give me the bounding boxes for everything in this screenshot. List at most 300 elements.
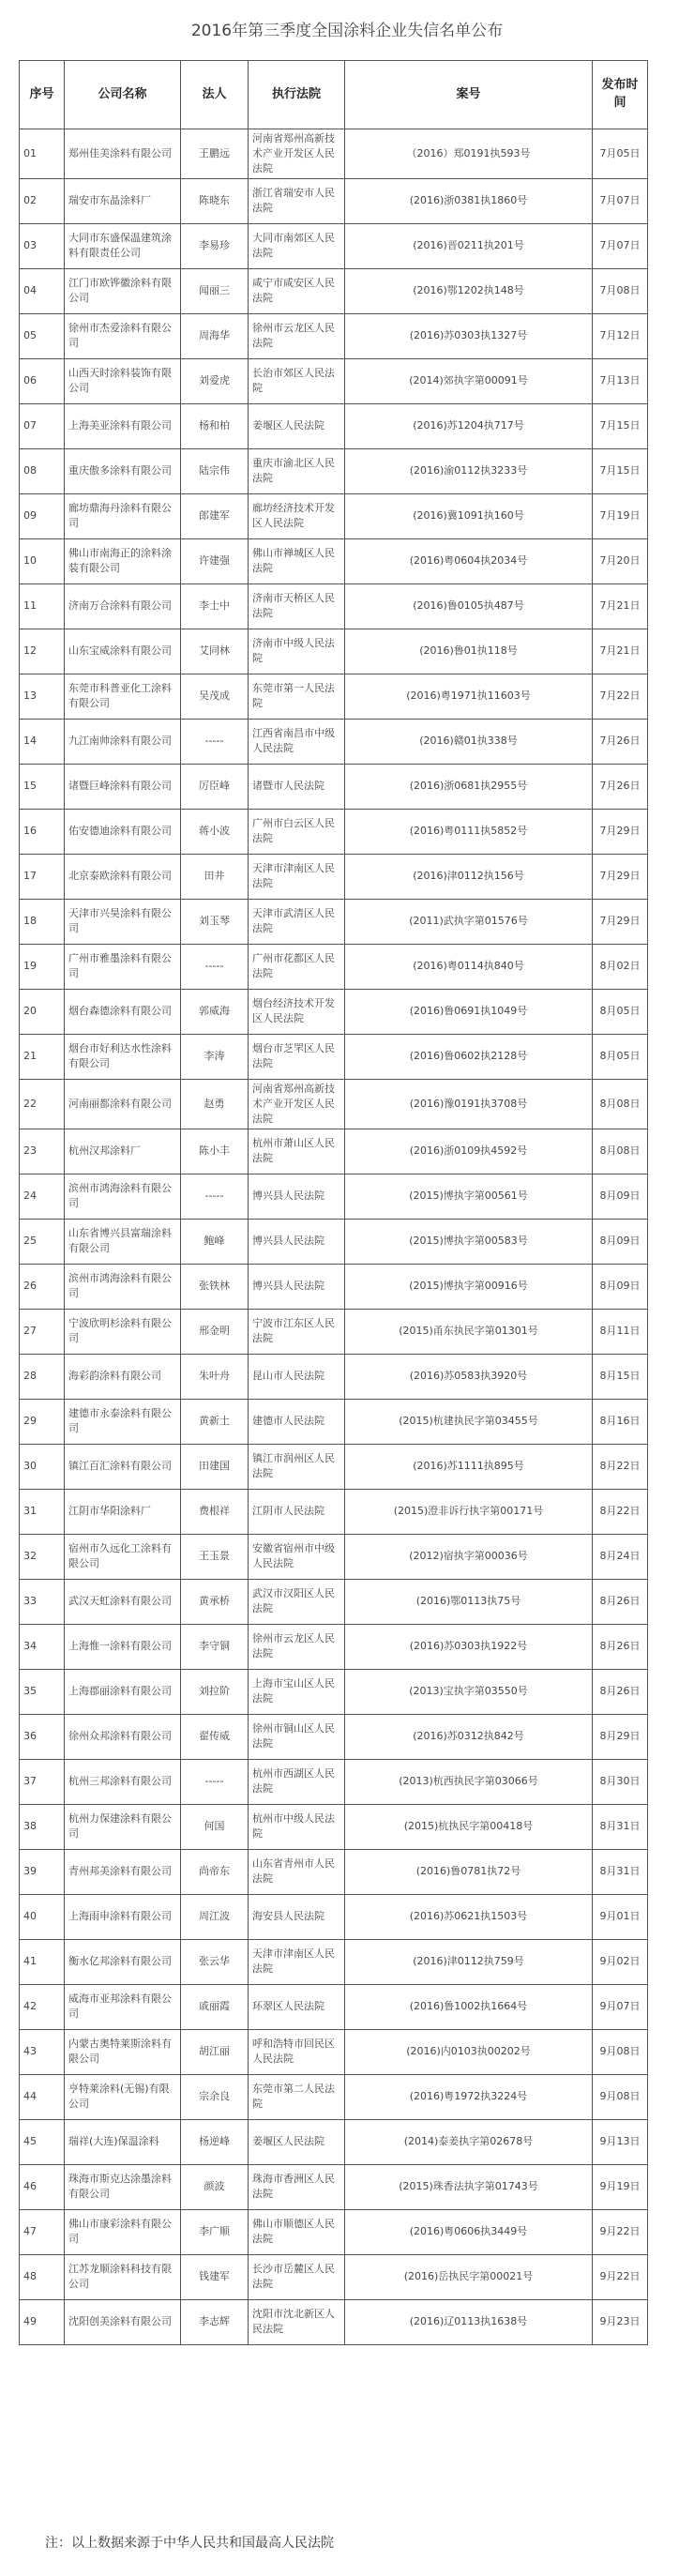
legal-person: ----- bbox=[181, 1759, 249, 1804]
row-number: 23 bbox=[20, 1129, 65, 1174]
row-number: 24 bbox=[20, 1174, 65, 1219]
case-number: (2015)珠香法执字第01743号 bbox=[345, 2164, 593, 2209]
legal-person: 钱建军 bbox=[181, 2254, 249, 2299]
case-number: (2016)津0112执156号 bbox=[345, 854, 593, 899]
executing-court: 宁波市江东区人民法院 bbox=[249, 1309, 345, 1354]
table-row bbox=[20, 629, 648, 674]
table-row bbox=[20, 223, 648, 268]
table-row bbox=[20, 1399, 648, 1444]
company-name: 山东宝威涂料有限公司 bbox=[65, 629, 181, 674]
row-number: 37 bbox=[20, 1759, 65, 1804]
company-name: 重庆傲多涂料有限公司 bbox=[65, 448, 181, 493]
table-row bbox=[20, 1984, 648, 2029]
company-name: 天津市兴昊涂料有限公司 bbox=[65, 899, 181, 944]
legal-person: 李守铜 bbox=[181, 1624, 249, 1669]
executing-court: 咸宁市咸安区人民法院 bbox=[249, 268, 345, 313]
publish-date: 7月29日 bbox=[593, 809, 648, 854]
table-row bbox=[20, 1489, 648, 1534]
publish-date: 8月29日 bbox=[593, 1714, 648, 1759]
table-row bbox=[20, 448, 648, 493]
publish-date: 7月29日 bbox=[593, 899, 648, 944]
legal-person: 蒋小波 bbox=[181, 809, 249, 854]
row-number: 48 bbox=[20, 2254, 65, 2299]
table-row bbox=[20, 2029, 648, 2074]
case-number: (2011)武执字第01576号 bbox=[345, 899, 593, 944]
row-number: 10 bbox=[20, 538, 65, 583]
table-row bbox=[20, 809, 648, 854]
company-name: 建德市永泰涂料有限公司 bbox=[65, 1399, 181, 1444]
company-name: 江阴市华阳涂料厂 bbox=[65, 1489, 181, 1534]
table-row bbox=[20, 1534, 648, 1579]
publish-date: 8月26日 bbox=[593, 1624, 648, 1669]
company-name: 上海美亚涂料有限公司 bbox=[65, 403, 181, 448]
table-row bbox=[20, 1309, 648, 1354]
row-number: 31 bbox=[20, 1489, 65, 1534]
row-number: 41 bbox=[20, 1939, 65, 1984]
company-name: 佑安德迪涂料有限公司 bbox=[65, 809, 181, 854]
publish-date: 8月24日 bbox=[593, 1534, 648, 1579]
publish-date: 8月02日 bbox=[593, 944, 648, 989]
company-name: 珠海市斯克达涂墨涂料有限公司 bbox=[65, 2164, 181, 2209]
case-number: (2013)杭西执民字第03066号 bbox=[345, 1759, 593, 1804]
executing-court: 建德市人民法院 bbox=[249, 1399, 345, 1444]
company-name: 亨特莱涂料(无锡)有限公司 bbox=[65, 2074, 181, 2119]
company-name: 济南万合涂料有限公司 bbox=[65, 583, 181, 629]
executing-court: 济南市天桥区人民法院 bbox=[249, 583, 345, 629]
executing-court: 海安县人民法院 bbox=[249, 1894, 345, 1939]
legal-person: 田建国 bbox=[181, 1444, 249, 1489]
case-number: (2015)博执字第00561号 bbox=[345, 1174, 593, 1219]
table-row bbox=[20, 1624, 648, 1669]
row-number: 05 bbox=[20, 313, 65, 358]
case-number: (2016)粤0114执840号 bbox=[345, 944, 593, 989]
legal-person: 鲍峰 bbox=[181, 1219, 249, 1264]
case-number: (2016)苏0303执1922号 bbox=[345, 1624, 593, 1669]
company-name: 山西天时涂料装饰有限公司 bbox=[65, 358, 181, 403]
table-row bbox=[20, 854, 648, 899]
legal-person: 刘爱虎 bbox=[181, 358, 249, 403]
publish-date: 7月20日 bbox=[593, 538, 648, 583]
publish-date: 7月07日 bbox=[593, 178, 648, 223]
header-company: 公司名称 bbox=[65, 61, 181, 129]
row-number: 44 bbox=[20, 2074, 65, 2119]
company-name: 徐州市杰爱涂料有限公司 bbox=[65, 313, 181, 358]
case-number: (2016)苏1111执895号 bbox=[345, 1444, 593, 1489]
table-row bbox=[20, 1579, 648, 1624]
table-row bbox=[20, 129, 648, 179]
publish-date: 9月22日 bbox=[593, 2254, 648, 2299]
case-number: (2016)冀1091执160号 bbox=[345, 493, 593, 538]
publish-date: 8月26日 bbox=[593, 1579, 648, 1624]
executing-court: 东莞市第二人民法院 bbox=[249, 2074, 345, 2119]
row-number: 03 bbox=[20, 223, 65, 268]
case-number: (2012)宿执字第00036号 bbox=[345, 1534, 593, 1579]
legal-person: 刘玉琴 bbox=[181, 899, 249, 944]
executing-court: 大同市南郊区人民法院 bbox=[249, 223, 345, 268]
table-row bbox=[20, 313, 648, 358]
row-number: 26 bbox=[20, 1264, 65, 1309]
publish-date: 8月30日 bbox=[593, 1759, 648, 1804]
table-row bbox=[20, 403, 648, 448]
table-row bbox=[20, 2164, 648, 2209]
row-number: 01 bbox=[20, 129, 65, 179]
table-row bbox=[20, 674, 648, 719]
publish-date: 7月26日 bbox=[593, 719, 648, 764]
publish-date: 9月01日 bbox=[593, 1894, 648, 1939]
case-number: (2016)鄂1202执148号 bbox=[345, 268, 593, 313]
case-number: (2016)粤0606执3449号 bbox=[345, 2209, 593, 2254]
publish-date: 7月13日 bbox=[593, 358, 648, 403]
company-name: 九江南帅涂料有限公司 bbox=[65, 719, 181, 764]
executing-court: 珠海市香洲区人民法院 bbox=[249, 2164, 345, 2209]
legal-person: 胡江丽 bbox=[181, 2029, 249, 2074]
executing-court: 天津市津南区人民法院 bbox=[249, 1939, 345, 1984]
publish-date: 8月09日 bbox=[593, 1264, 648, 1309]
header-seq: 序号 bbox=[20, 61, 65, 129]
row-number: 36 bbox=[20, 1714, 65, 1759]
legal-person: 艾同林 bbox=[181, 629, 249, 674]
case-number: (2016)豫0191执3708号 bbox=[345, 1079, 593, 1129]
publish-date: 8月08日 bbox=[593, 1079, 648, 1129]
case-number: (2016)鲁1002执1664号 bbox=[345, 1984, 593, 2029]
table-row bbox=[20, 1129, 648, 1174]
publish-date: 9月13日 bbox=[593, 2119, 648, 2164]
table-row bbox=[20, 2074, 648, 2119]
row-number: 14 bbox=[20, 719, 65, 764]
company-name: 山东省博兴县富瑞涂料有限公司 bbox=[65, 1219, 181, 1264]
executing-court: 长沙市岳麓区人民法院 bbox=[249, 2254, 345, 2299]
company-name: 江门市欧铧徽涂料有限公司 bbox=[65, 268, 181, 313]
case-number: (2016)粤1972执3224号 bbox=[345, 2074, 593, 2119]
legal-person: 黄承桥 bbox=[181, 1579, 249, 1624]
legal-person: 李士中 bbox=[181, 583, 249, 629]
legal-person: 黄新土 bbox=[181, 1399, 249, 1444]
publish-date: 8月31日 bbox=[593, 1849, 648, 1894]
executing-court: 沈阳市沈北新区人民法院 bbox=[249, 2299, 345, 2344]
table-row bbox=[20, 764, 648, 809]
table-body bbox=[20, 129, 648, 2345]
executing-court: 武汉市汉阳区人民法院 bbox=[249, 1579, 345, 1624]
legal-person: 陆宗伟 bbox=[181, 448, 249, 493]
row-number: 22 bbox=[20, 1079, 65, 1129]
company-name: 佛山市康彩涂料有限公司 bbox=[65, 2209, 181, 2254]
row-number: 02 bbox=[20, 178, 65, 223]
case-number: (2016)粤0604执2034号 bbox=[345, 538, 593, 583]
executing-court: 山东省青州市人民法院 bbox=[249, 1849, 345, 1894]
header-case: 案号 bbox=[345, 61, 593, 129]
legal-person: 费根祥 bbox=[181, 1489, 249, 1534]
legal-person: 陈晓东 bbox=[181, 178, 249, 223]
case-number: (2016)赣01执338号 bbox=[345, 719, 593, 764]
legal-person: 周海华 bbox=[181, 313, 249, 358]
executing-court: 烟台市芝罘区人民法院 bbox=[249, 1034, 345, 1079]
row-number: 39 bbox=[20, 1849, 65, 1894]
publish-date: 7月08日 bbox=[593, 268, 648, 313]
executing-court: 河南省郑州高新技术产业开发区人民法院 bbox=[249, 129, 345, 179]
table-row bbox=[20, 1759, 648, 1804]
row-number: 33 bbox=[20, 1579, 65, 1624]
table-row bbox=[20, 1264, 648, 1309]
executing-court: 江西省南昌市中级人民法院 bbox=[249, 719, 345, 764]
publish-date: 8月11日 bbox=[593, 1309, 648, 1354]
company-name: 杭州三邦涂料有限公司 bbox=[65, 1759, 181, 1804]
legal-person: 王鹏远 bbox=[181, 129, 249, 179]
case-number: (2016)浙0381执1860号 bbox=[345, 178, 593, 223]
table-row bbox=[20, 989, 648, 1034]
row-number: 42 bbox=[20, 1984, 65, 2029]
table-row bbox=[20, 1219, 648, 1264]
executing-court: 天津市武清区人民法院 bbox=[249, 899, 345, 944]
publish-date: 7月15日 bbox=[593, 448, 648, 493]
executing-court: 济南市中级人民法院 bbox=[249, 629, 345, 674]
publish-date: 7月29日 bbox=[593, 854, 648, 899]
case-number: (2015)杭建执民字第03455号 bbox=[345, 1399, 593, 1444]
company-name: 宿州市久远化工涂料有限公司 bbox=[65, 1534, 181, 1579]
legal-person: 张铁林 bbox=[181, 1264, 249, 1309]
publish-date: 8月31日 bbox=[593, 1804, 648, 1849]
publish-date: 8月09日 bbox=[593, 1174, 648, 1219]
company-name: 瑞安市东晶涂料厂 bbox=[65, 178, 181, 223]
company-name: 衡水亿邦涂料有限公司 bbox=[65, 1939, 181, 1984]
legal-person: 张云华 bbox=[181, 1939, 249, 1984]
executing-court: 广州市花都区人民法院 bbox=[249, 944, 345, 989]
legal-person: 赵勇 bbox=[181, 1079, 249, 1129]
case-number: (2016)粤1971执11603号 bbox=[345, 674, 593, 719]
case-number: (2016)渝0112执3233号 bbox=[345, 448, 593, 493]
legal-person: 朱叶舟 bbox=[181, 1354, 249, 1399]
row-number: 27 bbox=[20, 1309, 65, 1354]
table-row bbox=[20, 1894, 648, 1939]
legal-person: 闻丽三 bbox=[181, 268, 249, 313]
executing-court: 上海市宝山区人民法院 bbox=[249, 1669, 345, 1714]
row-number: 06 bbox=[20, 358, 65, 403]
publish-date: 8月09日 bbox=[593, 1219, 648, 1264]
legal-person: 何国 bbox=[181, 1804, 249, 1849]
company-name: 威海市亚邦涂料有限公司 bbox=[65, 1984, 181, 2029]
case-number: (2015)博执字第00583号 bbox=[345, 1219, 593, 1264]
row-number: 04 bbox=[20, 268, 65, 313]
table-row bbox=[20, 2209, 648, 2254]
company-name: 上海郡丽涂料有限公司 bbox=[65, 1669, 181, 1714]
table-row bbox=[20, 719, 648, 764]
executing-court: 广州市白云区人民法院 bbox=[249, 809, 345, 854]
legal-person: 田井 bbox=[181, 854, 249, 899]
page-title: 2016年第三季度全国涂料企业失信名单公布 bbox=[190, 22, 504, 40]
publish-date: 7月12日 bbox=[593, 313, 648, 358]
company-name: 宁波欣明杉涂料有限公司 bbox=[65, 1309, 181, 1354]
table-row bbox=[20, 1354, 648, 1399]
publish-date: 8月22日 bbox=[593, 1489, 648, 1534]
case-number: (2016)鲁0781执72号 bbox=[345, 1849, 593, 1894]
legal-person: 刘拉阶 bbox=[181, 1669, 249, 1714]
company-name: 北京泰欧涂料有限公司 bbox=[65, 854, 181, 899]
legal-person: 郭威海 bbox=[181, 989, 249, 1034]
case-number: (2016)内0103执00202号 bbox=[345, 2029, 593, 2074]
row-number: 32 bbox=[20, 1534, 65, 1579]
row-number: 43 bbox=[20, 2029, 65, 2074]
case-number: (2016)苏0312执842号 bbox=[345, 1714, 593, 1759]
company-name: 烟台森德涂料有限公司 bbox=[65, 989, 181, 1034]
executing-court: 徐州市云龙区人民法院 bbox=[249, 313, 345, 358]
case-number: (2016)晋0211执201号 bbox=[345, 223, 593, 268]
executing-court: 佛山市顺德区人民法院 bbox=[249, 2209, 345, 2254]
legal-person: 杨逆峰 bbox=[181, 2119, 249, 2164]
case-number: (2016)浙0109执4592号 bbox=[345, 1129, 593, 1174]
publish-date: 9月02日 bbox=[593, 1939, 648, 1984]
company-name: 滨州市鸿海涂料有限公司 bbox=[65, 1264, 181, 1309]
row-number: 12 bbox=[20, 629, 65, 674]
company-name: 徐州众邦涂料有限公司 bbox=[65, 1714, 181, 1759]
executing-court: 博兴县人民法院 bbox=[249, 1174, 345, 1219]
company-name: 大同市东盛保温建筑涂料有限责任公司 bbox=[65, 223, 181, 268]
table-row bbox=[20, 1444, 648, 1489]
company-name: 杭州汉邦涂料厂 bbox=[65, 1129, 181, 1174]
company-name: 滨州市鸿海涂料有限公司 bbox=[65, 1174, 181, 1219]
row-number: 35 bbox=[20, 1669, 65, 1714]
footnote: 注：以上数据来源于中华人民共和国最高人民法院 bbox=[45, 2536, 334, 2551]
executing-court: 徐州市铜山区人民法院 bbox=[249, 1714, 345, 1759]
case-number: (2016)鲁01执118号 bbox=[345, 629, 593, 674]
row-number: 29 bbox=[20, 1399, 65, 1444]
case-number: (2016)苏0621执1503号 bbox=[345, 1894, 593, 1939]
executing-court: 廊坊经济技术开发区人民法院 bbox=[249, 493, 345, 538]
row-number: 08 bbox=[20, 448, 65, 493]
executing-court: 重庆市渝北区人民法院 bbox=[249, 448, 345, 493]
legal-person: 翟传威 bbox=[181, 1714, 249, 1759]
case-number: (2016)鄂0113执75号 bbox=[345, 1579, 593, 1624]
case-number: （2016）郑0191执593号 bbox=[345, 129, 593, 179]
company-name: 瑞祥(大连)保温涂料 bbox=[65, 2119, 181, 2164]
row-number: 15 bbox=[20, 764, 65, 809]
company-name: 佛山市南海正的涂料涂装有限公司 bbox=[65, 538, 181, 583]
company-name: 海彩韵涂料有限公司 bbox=[65, 1354, 181, 1399]
publish-date: 7月21日 bbox=[593, 629, 648, 674]
executing-court: 安徽省宿州市中级人民法院 bbox=[249, 1534, 345, 1579]
table-row bbox=[20, 538, 648, 583]
legal-person: 王玉景 bbox=[181, 1534, 249, 1579]
executing-court: 昆山市人民法院 bbox=[249, 1354, 345, 1399]
executing-court: 河南省郑州高新技术产业开发区人民法院 bbox=[249, 1079, 345, 1129]
executing-court: 杭州市中级人民法院 bbox=[249, 1804, 345, 1849]
company-name: 郑州佳美涂料有限公司 bbox=[65, 129, 181, 179]
company-name: 广州市雅墨涂料有限公司 bbox=[65, 944, 181, 989]
case-number: (2015)甬东执民字第01301号 bbox=[345, 1309, 593, 1354]
case-number: (2014)泰姜执字第02678号 bbox=[345, 2119, 593, 2164]
case-number: (2016)鲁0691执1049号 bbox=[345, 989, 593, 1034]
legal-person: 颜波 bbox=[181, 2164, 249, 2209]
legal-person: 杨和柏 bbox=[181, 403, 249, 448]
table-row bbox=[20, 2299, 648, 2344]
row-number: 17 bbox=[20, 854, 65, 899]
dishonest-list-table bbox=[19, 60, 648, 2345]
executing-court: 徐州市云龙区人民法院 bbox=[249, 1624, 345, 1669]
company-name: 上海惟一涂料有限公司 bbox=[65, 1624, 181, 1669]
executing-court: 博兴县人民法院 bbox=[249, 1219, 345, 1264]
header-person: 法人 bbox=[181, 61, 249, 129]
publish-date: 7月26日 bbox=[593, 764, 648, 809]
table-header-row bbox=[20, 61, 648, 129]
publish-date: 9月22日 bbox=[593, 2209, 648, 2254]
legal-person: ----- bbox=[181, 719, 249, 764]
publish-date: 7月15日 bbox=[593, 403, 648, 448]
row-number: 18 bbox=[20, 899, 65, 944]
company-name: 沈阳创美涂料有限公司 bbox=[65, 2299, 181, 2344]
row-number: 30 bbox=[20, 1444, 65, 1489]
row-number: 40 bbox=[20, 1894, 65, 1939]
row-number: 46 bbox=[20, 2164, 65, 2209]
case-number: (2016)岳执民字第00021号 bbox=[345, 2254, 593, 2299]
publish-date: 8月15日 bbox=[593, 1354, 648, 1399]
case-number: (2016)浙0681执2955号 bbox=[345, 764, 593, 809]
publish-date: 9月23日 bbox=[593, 2299, 648, 2344]
executing-court: 佛山市禅城区人民法院 bbox=[249, 538, 345, 583]
row-number: 13 bbox=[20, 674, 65, 719]
legal-person: 周江波 bbox=[181, 1894, 249, 1939]
company-name: 杭州力保建涂料有限公司 bbox=[65, 1804, 181, 1849]
company-name: 镇江百汇涂料有限公司 bbox=[65, 1444, 181, 1489]
table-row bbox=[20, 1939, 648, 1984]
publish-date: 8月05日 bbox=[593, 1034, 648, 1079]
company-name: 烟台市好利达水性涂料有限公司 bbox=[65, 1034, 181, 1079]
executing-court: 天津市津南区人民法院 bbox=[249, 854, 345, 899]
row-number: 45 bbox=[20, 2119, 65, 2164]
company-name: 武汉天虹涂料有限公司 bbox=[65, 1579, 181, 1624]
legal-person: ----- bbox=[181, 1174, 249, 1219]
company-name: 诸暨巨峰涂料有限公司 bbox=[65, 764, 181, 809]
row-number: 16 bbox=[20, 809, 65, 854]
legal-person: ----- bbox=[181, 944, 249, 989]
case-number: (2013)宝执字第03550号 bbox=[345, 1669, 593, 1714]
case-number: (2016)苏0583执3920号 bbox=[345, 1354, 593, 1399]
header-date: 发布时间 bbox=[593, 61, 648, 129]
table-row bbox=[20, 1174, 648, 1219]
company-name: 内蒙古奥特莱斯涂料有限公司 bbox=[65, 2029, 181, 2074]
table-row bbox=[20, 1034, 648, 1079]
table-row bbox=[20, 899, 648, 944]
case-number: (2016)辽0113执1638号 bbox=[345, 2299, 593, 2344]
table-row bbox=[20, 583, 648, 629]
header-court: 执行法院 bbox=[249, 61, 345, 129]
publish-date: 7月19日 bbox=[593, 493, 648, 538]
table-row bbox=[20, 944, 648, 989]
table-row bbox=[20, 1714, 648, 1759]
case-number: (2014)郊执字第00091号 bbox=[345, 358, 593, 403]
executing-court: 环翠区人民法院 bbox=[249, 1984, 345, 2029]
executing-court: 诸暨市人民法院 bbox=[249, 764, 345, 809]
publish-date: 7月21日 bbox=[593, 583, 648, 629]
executing-court: 烟台经济技术开发区人民法院 bbox=[249, 989, 345, 1034]
company-name: 廊坊鼎海丹涂料有限公司 bbox=[65, 493, 181, 538]
executing-court: 江阴市人民法院 bbox=[249, 1489, 345, 1534]
table-row bbox=[20, 1079, 648, 1129]
case-number: (2016)苏0303执1327号 bbox=[345, 313, 593, 358]
legal-person: 许建强 bbox=[181, 538, 249, 583]
table-row bbox=[20, 2119, 648, 2164]
company-name: 河南丽都涂料有限公司 bbox=[65, 1079, 181, 1129]
table-row bbox=[20, 1849, 648, 1894]
case-number: (2016)津0112执759号 bbox=[345, 1939, 593, 1984]
publish-date: 7月07日 bbox=[593, 223, 648, 268]
executing-court: 浙江省瑞安市人民法院 bbox=[249, 178, 345, 223]
row-number: 07 bbox=[20, 403, 65, 448]
legal-person: 郎建军 bbox=[181, 493, 249, 538]
table-row bbox=[20, 493, 648, 538]
case-number: (2016)鲁0602执2128号 bbox=[345, 1034, 593, 1079]
case-number: (2016)粤0111执5852号 bbox=[345, 809, 593, 854]
legal-person: 李涛 bbox=[181, 1034, 249, 1079]
company-name: 上海雨申涂料有限公司 bbox=[65, 1894, 181, 1939]
table-row bbox=[20, 178, 648, 223]
